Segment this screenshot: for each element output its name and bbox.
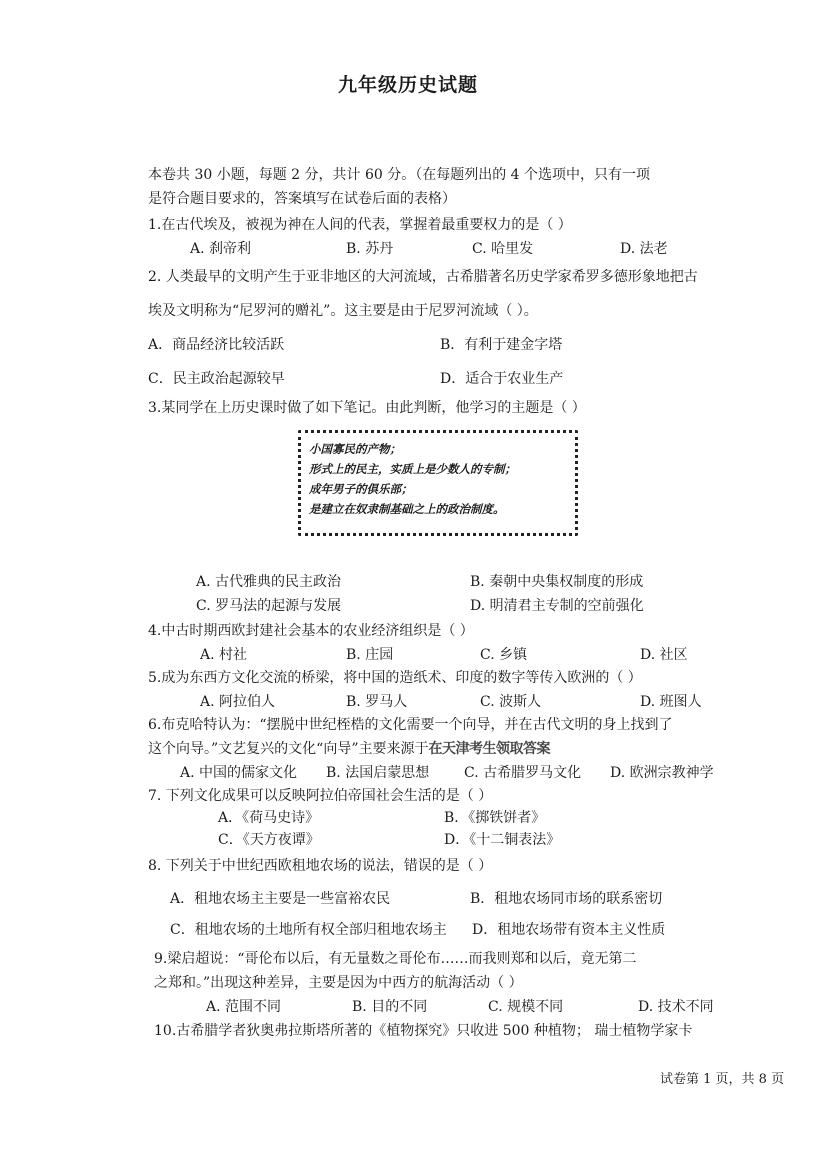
q1-option-c: C. 哈里发 [472, 241, 534, 257]
q6-stem-1: 6.布克哈特认为：“摆脱中世纪桎梏的文化需要一个向导，并在古代文明的身上找到了 [148, 717, 673, 733]
q7-stem: 7. 下列文化成果可以反映阿拉伯帝国社会生活的是（ ） [148, 788, 493, 804]
q6-option-c: C. 古希腊罗马文化 [464, 765, 582, 781]
q3-note-line-3: 成年男子的俱乐部； [309, 482, 413, 496]
q5-option-a: A. 阿拉伯人 [200, 694, 276, 710]
q7-option-a: A．《荷马史诗》 [218, 810, 320, 826]
q8-option-c: C．租地农场的土地所有权全部归租地农场主 [170, 922, 447, 938]
q7-option-c: C．《天方夜谭》 [218, 832, 320, 848]
q5-option-d: D. 班图人 [640, 694, 702, 710]
q6-stem-2-text: 这个向导。”文艺复兴的文化“向导”主要来源于 [148, 741, 429, 757]
q3-option-a: A. 古代雅典的民主政治 [196, 574, 342, 590]
q4-option-a: A. 村社 [200, 647, 248, 663]
intro-line-2: 是符合题目要求的，答案填写在试卷后面的表格） [148, 191, 456, 207]
q2-stem-1: 2. 人类最早的文明产生于亚非地区的大河流域，古希腊著名历史学家希罗多德形象地把古 [148, 269, 698, 285]
q5-stem: 5.成为东西方文化交流的桥梁，将中国的造纸术、印度的数字等传入欧洲的（ ） [148, 670, 642, 686]
q9-option-c: C. 规模不同 [488, 999, 564, 1015]
q4-option-c: C. 乡镇 [480, 647, 528, 663]
q10-stem: 10.古希腊学者狄奥弗拉斯塔所著的《植物探究》只收进 500 种植物； 瑞士植物学家卡 [154, 1023, 693, 1039]
q8-stem: 8. 下列关于中世纪西欧租地农场的说法，错误的是（ ） [148, 858, 493, 874]
q3-note-line-2: 形式上的民主，实质上是少数人的专制； [309, 462, 516, 476]
q3-note-line-1: 小国寡民的产物； [309, 442, 401, 456]
q1-option-d: D. 法老 [620, 241, 668, 257]
q3-option-b: B. 秦朝中央集权制度的形成 [470, 574, 644, 590]
q3-option-c: C. 罗马法的起源与发展 [196, 598, 342, 614]
q9-stem-1: 9.梁启超说：“哥伦布以后，有无量数之哥伦布……而我则郑和以后，竟无第二 [154, 951, 637, 967]
q8-option-d: D．租地农场带有资本主义性质 [472, 922, 666, 938]
page-footer: 试卷第 1 页，共 8 页 [660, 1072, 785, 1087]
q3-option-d: D. 明清君主专制的空前强化 [470, 598, 644, 614]
q9-option-a: A. 范围不同 [206, 999, 282, 1015]
q2-stem-2: 埃及文明称为“尼罗河的赠礼”。这主要是由于尼罗河流域（ ）。 [148, 303, 538, 319]
watermark-stamp: 在天津考生领取答案 [428, 741, 550, 757]
q4-option-b: B. 庄园 [346, 647, 394, 663]
q3-note-line-4: 是建立在奴隶制基础之上的政治制度。 [309, 502, 505, 516]
q9-stem-2: 之郑和。”出现这种差异，主要是因为中西方的航海活动（ ） [154, 975, 523, 991]
q6-option-b: B. 法国启蒙思想 [326, 765, 430, 781]
q5-option-c: C. 波斯人 [480, 694, 542, 710]
q1-stem: 1.在古代埃及，被视为神在人间的代表，掌握着最重要权力的是（ ） [148, 217, 572, 233]
q4-option-d: D. 社区 [640, 647, 688, 663]
q7-option-b: B．《掷铁饼者》 [444, 810, 546, 826]
q6-option-d: D. 欧洲宗教神学 [610, 765, 714, 781]
q8-option-a: A．租地农场主主要是一些富裕农民 [170, 891, 391, 907]
q2-option-c: C．民主政治起源较早 [148, 371, 285, 387]
q9-option-b: B. 目的不同 [352, 999, 428, 1015]
q1-option-b: B. 苏丹 [346, 241, 394, 257]
q6-stem-2 [148, 740, 550, 758]
q3-note-box [298, 430, 578, 536]
q2-option-a: A．商品经济比较活跃 [148, 337, 285, 353]
q9-option-d: D. 技术不同 [638, 999, 714, 1015]
q4-stem: 4.中古时期西欧封建社会基本的农业经济组织是（ ） [148, 623, 474, 639]
q5-option-b: B. 罗马人 [346, 694, 408, 710]
q1-option-a: A. 刹帝利 [190, 241, 252, 257]
intro-line-1: 本卷共 30 小题，每题 2 分，共计 60 分。（在每题列出的 4 个选项中，只有一项 [148, 167, 651, 183]
q6-option-a: A. 中国的儒家文化 [180, 765, 298, 781]
q2-option-d: D．适合于农业生产 [440, 371, 564, 387]
page-title: 九年级历史试题 [337, 74, 478, 96]
q7-option-d: D．《十二铜表法》 [444, 832, 561, 848]
q2-option-b: B．有利于建金字塔 [440, 337, 563, 353]
q3-stem: 3.某同学在上历史课时做了如下笔记。由此判断，他学习的主题是（ ） [148, 400, 586, 416]
q8-option-b: B．租地农场同市场的联系密切 [470, 891, 663, 907]
